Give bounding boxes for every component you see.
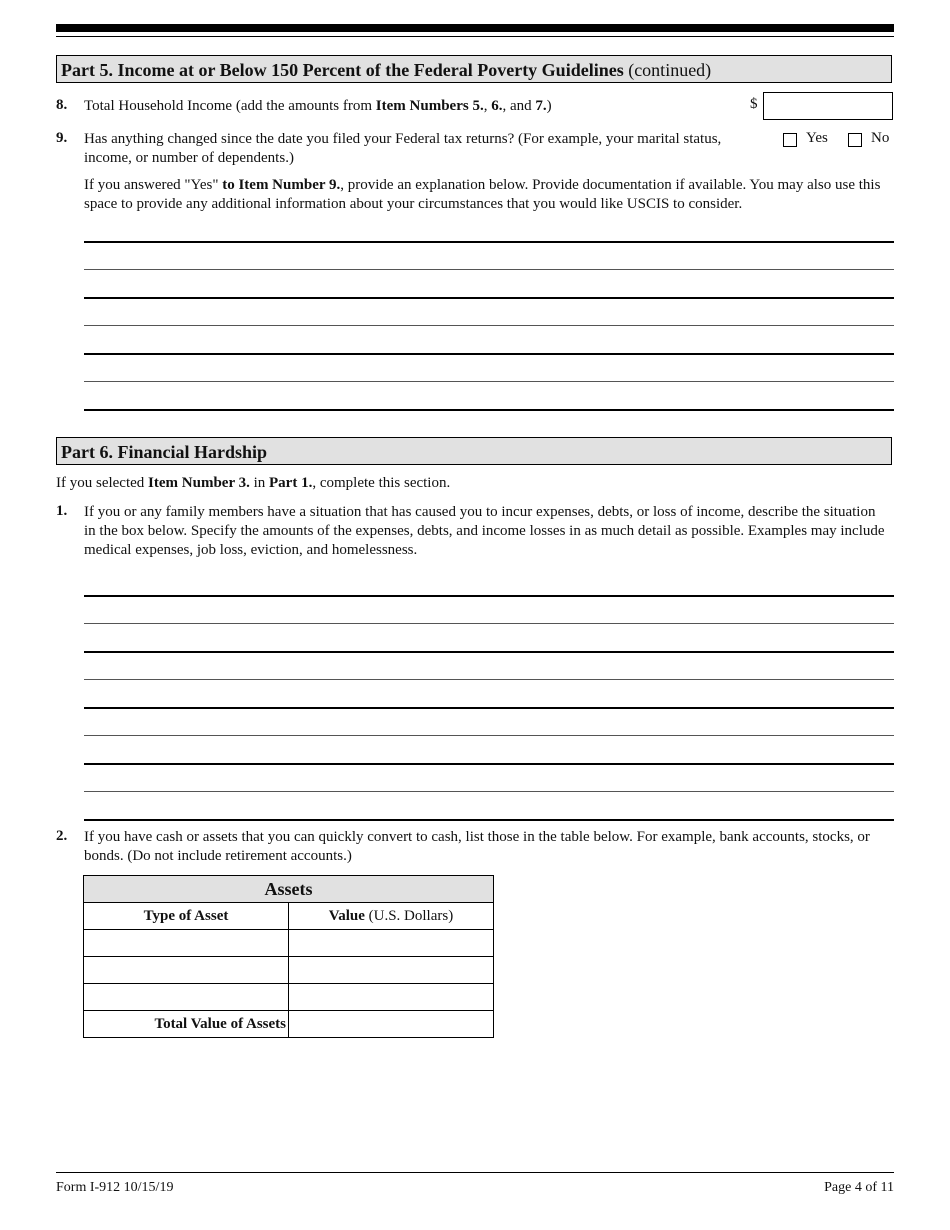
value-header: Value (U.S. Dollars) <box>289 903 494 930</box>
item9-yes-checkbox[interactable] <box>783 133 797 147</box>
explanation-line[interactable] <box>84 353 894 355</box>
hardship-line[interactable] <box>84 791 894 792</box>
item9-no-label: No <box>871 130 890 146</box>
top-rule-thin <box>56 36 894 37</box>
item9-text: Has anything changed since the date you filed your Federal tax returns? (For example, your marital status, income, or number of dependents.) <box>84 131 722 166</box>
table-row <box>84 930 494 957</box>
part5-header <box>56 55 892 83</box>
part6-item2-text: If you have cash or assets that you can quickly convert to cash, list those in the table below. For example, bank accounts, stocks, or bonds. (Do not include retirement accounts.) <box>84 829 870 864</box>
total-value-label: Total Value of Assets <box>84 1011 289 1038</box>
hardship-line[interactable] <box>84 595 894 597</box>
hardship-line[interactable] <box>84 651 894 653</box>
item9-yes-label: Yes <box>806 130 828 146</box>
table-row <box>84 984 494 1011</box>
assets-header-row <box>84 903 494 930</box>
hardship-line[interactable] <box>84 763 894 765</box>
explanation-line[interactable] <box>84 325 894 326</box>
item8-text: Total Household Income (add the amounts from Item Numbers 5., 6., and 7.) <box>84 98 552 114</box>
asset-type-cell[interactable] <box>84 984 289 1011</box>
item9-explanation-instructions: If you answered "Yes" to Item Number 9., provide an explanation below. Provide documentation if available. You may also use this space to provide any additional information about your circumstances that you would like USCIS to consider. <box>84 177 881 212</box>
item9-number: 9. <box>56 130 68 146</box>
part6-item1-text: If you or any family members have a situation that has caused you to incur expenses, debts, or loss of income, describe the situation in the box below. Specify the amounts of the expenses, debts, and income losses in as much detail as possible. Examples may include medical expenses, job loss, eviction, and homelessness. <box>84 504 885 558</box>
total-value-cell[interactable] <box>289 1011 494 1038</box>
page-number: Page 4 of 11 <box>824 1180 894 1195</box>
hardship-line[interactable] <box>84 707 894 709</box>
item9-no-checkbox[interactable] <box>848 133 862 147</box>
explanation-line[interactable] <box>84 241 894 243</box>
explanation-line[interactable] <box>84 381 894 382</box>
total-row <box>84 1011 494 1038</box>
table-row <box>84 957 494 984</box>
item8-number: 8. <box>56 97 68 113</box>
explanation-line[interactable] <box>84 269 894 270</box>
asset-value-cell[interactable] <box>289 930 494 957</box>
total-household-income-field[interactable] <box>763 92 893 120</box>
hardship-line[interactable] <box>84 819 894 821</box>
explanation-line[interactable] <box>84 297 894 299</box>
part6-item1-number: 1. <box>56 503 68 519</box>
part5-suffix: (continued) <box>623 60 712 80</box>
form-id: Form I-912 10/15/19 <box>56 1180 174 1195</box>
hardship-line[interactable] <box>84 679 894 680</box>
type-of-asset-header: Type of Asset <box>84 903 289 930</box>
assets-table <box>83 875 494 1038</box>
top-rule-thick <box>56 24 894 32</box>
part6-header <box>56 437 892 465</box>
assets-caption-row <box>84 876 494 903</box>
asset-type-cell[interactable] <box>84 930 289 957</box>
assets-caption: Assets <box>84 876 494 903</box>
footer-rule <box>56 1172 894 1173</box>
hardship-line[interactable] <box>84 623 894 624</box>
asset-value-cell[interactable] <box>289 984 494 1011</box>
part6-item2-number: 2. <box>56 828 68 844</box>
asset-value-cell[interactable] <box>289 957 494 984</box>
currency-symbol: $ <box>750 96 758 112</box>
asset-type-cell[interactable] <box>84 957 289 984</box>
explanation-line[interactable] <box>84 409 894 411</box>
part5-title: Part 5. Income at or Below 150 Percent of the Federal Poverty Guidelines <box>61 60 624 80</box>
part6-title: Part 6. Financial Hardship <box>61 442 268 462</box>
hardship-line[interactable] <box>84 735 894 736</box>
part6-intro: If you selected Item Number 3. in Part 1., complete this section. <box>56 475 451 491</box>
